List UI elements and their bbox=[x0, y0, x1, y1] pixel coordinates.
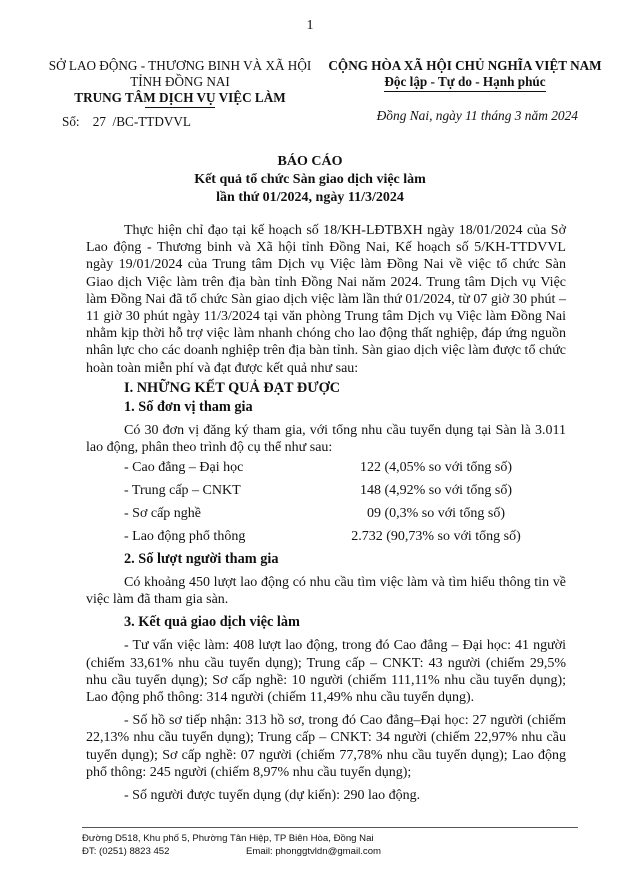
agency-header bbox=[46, 58, 314, 108]
report-title-line2: Kết quả tổ chức Sàn giao dịch việc làm bbox=[194, 172, 426, 187]
level-value: 2.732 (90,73% so với tổng số) bbox=[351, 528, 521, 544]
level-label: - Trung cấp – CNKT bbox=[124, 482, 241, 498]
agency-name: TRUNG TÂM DỊCH VỤ VIỆC LÀM bbox=[74, 90, 286, 105]
level-value: 122 (4,05% so với tổng số) bbox=[359, 459, 513, 475]
document-date: Đồng Nai, ngày 11 tháng 3 năm 2024 bbox=[376, 108, 578, 123]
national-title: CỘNG HÒA XÃ HỘI CHỦ NGHĨA VIỆT NAM bbox=[328, 58, 602, 73]
national-motto: Độc lập - Tự do - Hạnh phúc bbox=[384, 74, 545, 92]
agency-province-line: TỈNH ĐỒNG NAI bbox=[130, 74, 230, 89]
level-row bbox=[86, 480, 566, 503]
report-title-line3: lần thứ 01/2024, ngày 11/3/2024 bbox=[216, 190, 404, 205]
footer-contact-row bbox=[82, 845, 578, 858]
footer-phone: ĐT: (0251) 8823 452 bbox=[82, 846, 170, 857]
page-footer bbox=[82, 827, 578, 858]
participants-paragraph: Có khoảng 450 lượt lao động có nhu cầu tìm việc làm và tìm hiểu thông tin về việc làm đã tham gia sàn. bbox=[86, 574, 566, 608]
level-row bbox=[86, 526, 566, 549]
footer-divider bbox=[82, 827, 578, 828]
level-value: 148 (4,92% so với tổng số) bbox=[359, 482, 513, 498]
units-paragraph: Có 30 đơn vị đăng ký tham gia, với tổng nhu cầu tuyển dụng tại Sàn là 3.011 lao động, phân theo trình độ cụ thể như sau: bbox=[86, 423, 566, 456]
level-label: - Lao động phổ thông bbox=[124, 528, 246, 544]
footer-email: Email: phonggtvldn@gmail.com bbox=[246, 846, 382, 857]
results-applications-paragraph: - Số hồ sơ tiếp nhận: 313 hồ sơ, trong đó Cao đẳng–Đại học: 27 người (chiếm 22,13% nhu cầu tuyển dụng); Trung cấp – CNKT: 34 người (chiếm 22,97% nhu cầu tuyển dụng); Sơ cấp nghề: 07 người (chiếm 77,78% nhu cầu tuyển dụng); Lao động phổ thông: 245 người (chiếm 8,97% nhu cầu tuyển dụng); bbox=[86, 713, 566, 780]
national-header bbox=[320, 58, 610, 92]
subsection-heading-results: 3. Kết quả giao dịch việc làm bbox=[124, 614, 300, 631]
level-value: 09 (0,3% so với tổng số) bbox=[366, 505, 506, 521]
page-number: 1 bbox=[306, 18, 314, 33]
subsection-heading-participants: 2. Số lượt người tham gia bbox=[124, 550, 279, 567]
results-counseling-paragraph: - Tư vấn việc làm: 408 lượt lao động, trong đó Cao đẳng – Đại học: 41 người (chiếm 33,61% nhu cầu tuyển dụng); Trung cấp – CNKT: 43 người (chiếm 29,5% nhu cầu tuyển dụng); Sơ cấp nghề: 10 người (chiếm 111,11% nhu cầu tuyển dụng); Lao động phổ thông: 314 người (chiếm 11,49% nhu cầu tuyển dụng). bbox=[86, 638, 566, 706]
agency-parent-line: SỞ LAO ĐỘNG - THƯƠNG BINH VÀ XÃ HỘI bbox=[48, 58, 312, 73]
report-title bbox=[40, 153, 580, 207]
subsection-heading-units: 1. Số đơn vị tham gia bbox=[124, 399, 253, 416]
report-body bbox=[86, 222, 566, 804]
section-heading: I. NHỮNG KẾT QUẢ ĐẠT ĐƯỢC bbox=[124, 379, 341, 396]
results-hired-paragraph: - Số người được tuyển dụng (dự kiến): 290 lao động. bbox=[124, 788, 421, 804]
report-title-line1: BÁO CÁO bbox=[277, 154, 343, 169]
level-row bbox=[86, 503, 566, 526]
footer-address: Đường D518, Khu phố 5, Phường Tân Hiệp, TP Biên Hòa, Đồng Nai bbox=[82, 833, 374, 844]
level-label: - Sơ cấp nghề bbox=[124, 505, 201, 521]
level-label: - Cao đẳng – Đại học bbox=[124, 459, 244, 475]
level-row bbox=[86, 457, 566, 480]
intro-paragraph: Thực hiện chỉ đạo tại kế hoạch số 18/KH-LĐTBXH ngày 18/01/2024 của Sở Lao động - Thương binh và Xã hội tỉnh Đồng Nai, Kế hoạch số 5/KH-TTDVVL ngày 19/01/2024 của Trung tâm Dịch vụ Việc làm Đồng Nai về việc tổ chức Sàn Giao dịch Việc làm trên địa bàn tỉnh Đồng Nai năm 2024. Trung tâm Dịch vụ Việc làm Đồng Nai đã tổ chức Sàn giao dịch việc làm lần thứ 01/2024, từ 07 giờ 30 phút – 11 giờ 30 phút ngày 11/3/2024 tại văn phòng Trung tâm Dịch vụ Việc làm Đồng Nai nhằm kịp thời hỗ trợ việc làm nhanh chóng cho lao động thất nghiệp, đáp ứng nguồn nhân lực cho các doanh nghiệp trên địa bàn tỉnh. Sàn giao dịch việc làm được tổ chức hoàn toàn miễn phí và đạt được kết quả như sau: bbox=[86, 223, 566, 376]
document-number: Số: 27 /BC-TTDVVL bbox=[62, 114, 191, 129]
